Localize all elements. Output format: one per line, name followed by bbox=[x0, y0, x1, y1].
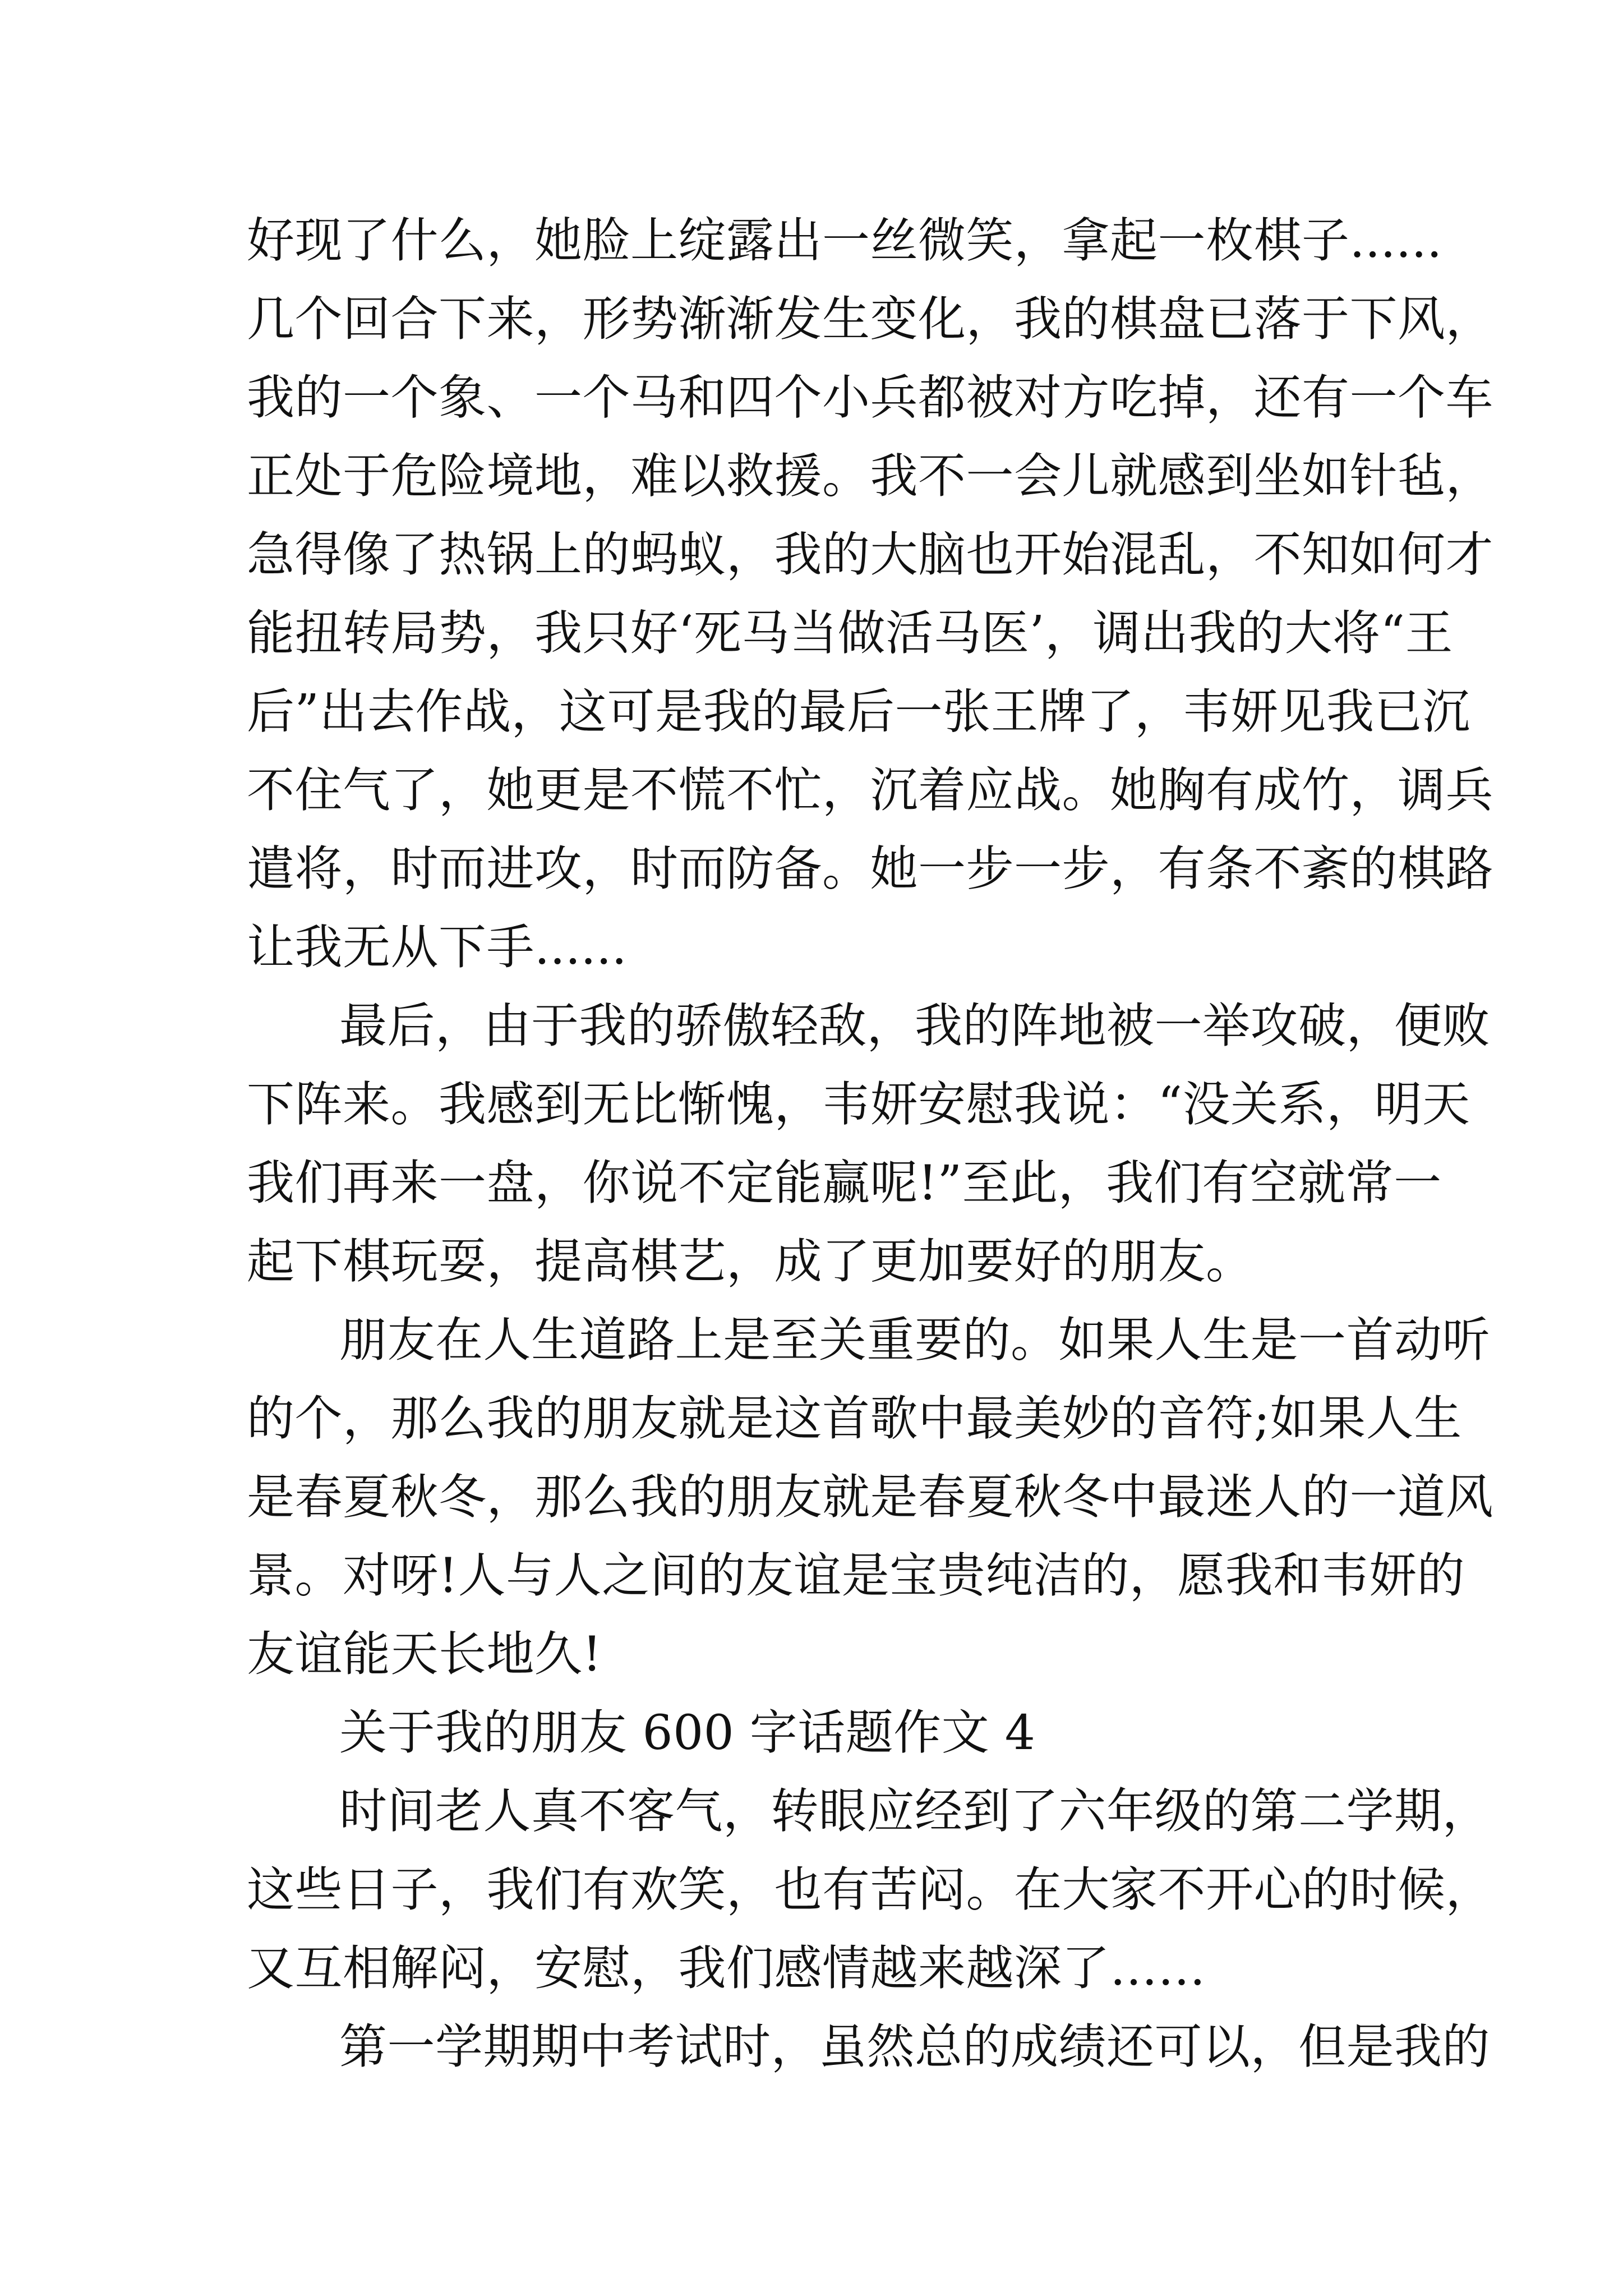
text-line: 让我无从下手...... bbox=[247, 920, 628, 976]
paragraph-start-line: 第一学期期中考试时，虽然总的成绩还可以，但是我的 bbox=[339, 2019, 1491, 2075]
essay-text bbox=[247, 202, 1494, 2087]
text-line: 急得像了热锅上的蚂蚁，我的大脑也开始混乱，不知如何才 bbox=[247, 527, 1494, 583]
text-line: 好现了什么，她脸上绽露出一丝微笑，拿起一枚棋子...... bbox=[247, 213, 1442, 269]
paragraph-start-line: 时间老人真不客气，转眼应经到了六年级的第二学期， bbox=[339, 1784, 1491, 1839]
text-line: 能扭转局势，我只好‘死马当做活马医’，调出我的大将“王 bbox=[247, 606, 1453, 661]
text-line: 后”出去作战，这可是我的最后一张王牌了，韦妍见我已沉 bbox=[247, 684, 1470, 740]
text-line: 正处于危险境地，难以救援。我不一会儿就感到坐如针毡， bbox=[247, 449, 1494, 504]
text-line: 起下棋玩耍，提高棋艺，成了更加要好的朋友。 bbox=[247, 1234, 1254, 1290]
text-line: 我们再来一盘，你说不定能赢呢!”至此，我们有空就常一 bbox=[247, 1156, 1442, 1211]
text-line: 景。对呀!人与人之间的友谊是宝贵纯洁的，愿我和韦妍的 bbox=[247, 1548, 1465, 1604]
text-line: 是春夏秋冬，那么我的朋友就是春夏秋冬中最迷人的一道风 bbox=[247, 1470, 1494, 1525]
text-line: 几个回合下来，形势渐渐发生变化，我的棋盘已落于下风， bbox=[247, 292, 1494, 347]
text-line: 不住气了，她更是不慌不忙，沉着应战。她胸有成竹，调兵 bbox=[247, 763, 1494, 818]
text-line: 下阵来。我感到无比惭愧，韦妍安慰我说：“没关系，明天 bbox=[247, 1077, 1470, 1133]
text-line: 又互相解闷，安慰，我们感情越来越深了…… bbox=[247, 1941, 1206, 1996]
paragraph-start-line: 朋友在人生道路上是至关重要的。如果人生是一首动听 bbox=[339, 1313, 1491, 1368]
text-line: 友谊能天长地久! bbox=[247, 1627, 602, 1682]
text-line: 的个，那么我的朋友就是这首歌中最美妙的音符;如果人生 bbox=[247, 1391, 1462, 1447]
section-heading: 关于我的朋友 600 字话题作文 4 bbox=[339, 1705, 1036, 1761]
text-line: 这些日子，我们有欢笑，也有苦闷。在大家不开心的时候， bbox=[247, 1862, 1494, 1918]
text-line: 遣将，时而进攻，时而防备。她一步一步，有条不紊的棋路 bbox=[247, 841, 1494, 897]
paragraph-start-line: 最后，由于我的骄傲轻敌，我的阵地被一举攻破，便败 bbox=[339, 999, 1491, 1054]
text-line: 我的一个象、一个马和四个小兵都被对方吃掉，还有一个车 bbox=[247, 370, 1494, 426]
